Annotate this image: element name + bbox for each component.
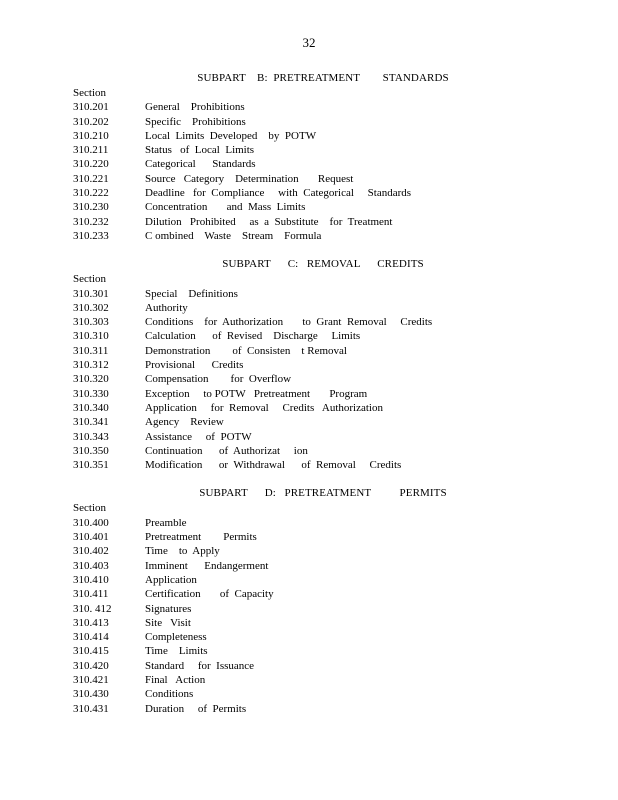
section-number: 310.402 [73, 545, 109, 558]
toc-entry [73, 673, 573, 687]
section-number: 310.414 [73, 631, 109, 644]
section-label: Section [73, 87, 106, 99]
section-title: Modification or Withdrawal of Removal Credits [145, 459, 402, 472]
subpart-d [73, 486, 573, 715]
section-label: Section [73, 502, 106, 515]
toc-entry [73, 687, 573, 701]
section-title: Pretreatment Permits [145, 531, 257, 544]
toc-entry [73, 301, 573, 315]
section-number: 310.312 [73, 359, 109, 372]
toc-entry [73, 401, 573, 415]
section-number: 310.420 [73, 659, 109, 672]
section-number: 310.222 [73, 187, 109, 200]
toc-entry [73, 602, 573, 616]
subpart-b [73, 71, 573, 243]
toc-entry [73, 157, 573, 171]
section-number: 310.401 [73, 531, 109, 544]
section-number: 310.413 [73, 616, 109, 629]
section-title: Demonstration of Consisten t Removal [145, 344, 347, 357]
section-title: Certification of Capacity [145, 588, 274, 601]
toc-entry [73, 387, 573, 401]
page-number: 32 [302, 35, 316, 50]
section-number: 310.201 [73, 101, 109, 114]
section-label: Section [73, 273, 106, 286]
section-number: 310.230 [73, 201, 109, 214]
section-title: Assistance of POTW [145, 430, 252, 443]
section-title: Dilution Prohibited as a Substitute for Treatment [145, 215, 393, 228]
toc-entry [73, 616, 573, 630]
section-number: 310.340 [73, 401, 109, 414]
section-number: 310.421 [73, 673, 109, 686]
toc-entry [73, 587, 573, 601]
section-title: Site Visit [145, 616, 191, 629]
section-title: Exception to POTW Pretreatment Program [145, 387, 368, 400]
section-title: General Prohibitions [145, 101, 245, 114]
section-number: 310.400 [73, 516, 109, 529]
subpart-c [73, 257, 573, 472]
toc-entry [73, 200, 573, 214]
section-title: Conditions [145, 688, 194, 701]
toc-entry [73, 115, 573, 129]
toc-entry [73, 530, 573, 544]
section-title: Time to Apply [145, 545, 220, 558]
table-of-contents [73, 71, 573, 716]
section-number: 310.341 [73, 416, 109, 429]
section-number: 310.303 [73, 316, 109, 329]
section-number: 310.415 [73, 645, 109, 658]
toc-entry [73, 329, 573, 343]
section-number: 310.221 [73, 172, 109, 185]
section-number: 310.330 [73, 387, 109, 400]
toc-entry [73, 287, 573, 301]
subpart-heading: SUBPART C: REMOVAL CREDITS [222, 258, 424, 271]
section-number: 310.202 [73, 115, 109, 128]
section-title: Concentration and Mass Limits [145, 201, 306, 214]
toc-entry [73, 172, 573, 186]
toc-entry [73, 659, 573, 673]
section-number: 310.233 [73, 229, 109, 242]
toc-entry [73, 315, 573, 329]
section-title: Application for Removal Credits Authorization [145, 401, 383, 414]
section-number: 310.211 [73, 144, 109, 157]
section-title: Signatures [145, 602, 192, 615]
toc-entry [73, 458, 573, 472]
section-title: Preamble [145, 516, 187, 529]
section-number: 310.350 [73, 444, 109, 457]
section-title: Provisional Credits [145, 359, 244, 372]
toc-entry [73, 415, 573, 429]
section-title: Authority [145, 301, 188, 314]
section-title: Compensation for Overflow [145, 373, 292, 386]
section-title: Time Limits [145, 645, 208, 658]
toc-entry [73, 186, 573, 200]
section-title: Imminent Endangerment [145, 559, 269, 572]
toc-entry [73, 358, 573, 372]
section-title: Duration of Permits [145, 702, 247, 715]
section-title: Continuation of Authorizat ion [145, 444, 308, 457]
section-title: Status of Local Limits [145, 144, 255, 157]
toc-entry [73, 372, 573, 386]
section-number: 310.351 [73, 459, 109, 472]
subpart-heading: SUBPART D: PRETREATMENT PERMITS [199, 487, 447, 500]
toc-entry [73, 516, 573, 530]
section-title: Conditions for Authorization to Grant Removal Credits [145, 316, 433, 329]
section-title: Local Limits Developed by POTW [145, 129, 317, 142]
section-title: Source Category Determination Request [145, 172, 354, 185]
toc-entry [73, 344, 573, 358]
section-title: Special Definitions [145, 287, 238, 300]
toc-entry [73, 544, 573, 558]
toc-entry [73, 559, 573, 573]
section-number: 310.310 [73, 330, 109, 343]
section-title: Categorical Standards [145, 158, 256, 171]
section-number: 310.403 [73, 559, 109, 572]
toc-entry [73, 702, 573, 716]
toc-entry [73, 129, 573, 143]
section-number: 310.430 [73, 688, 109, 701]
section-title: Deadline for Compliance with Categorical Standards [145, 187, 412, 200]
section-number: 310.311 [73, 344, 109, 357]
section-number: 310.301 [73, 287, 109, 300]
toc-entry [73, 143, 573, 157]
section-number: 310.343 [73, 430, 109, 443]
toc-entry [73, 100, 573, 114]
toc-entry [73, 215, 573, 229]
section-title: Application [145, 573, 197, 586]
section-title: C ombined Waste Stream Formula [145, 229, 322, 242]
section-number: 310.220 [73, 158, 109, 171]
section-title: Specific Prohibitions [145, 115, 246, 128]
subpart-heading: SUBPART B: PRETREATMENT STANDARDS [197, 72, 449, 84]
section-number: 310.232 [73, 215, 109, 228]
section-title: Agency Review [145, 416, 224, 429]
toc-entry [73, 229, 573, 243]
section-number: 310.210 [73, 129, 109, 142]
section-number: 310.410 [73, 573, 109, 586]
section-title: Final Action [145, 673, 206, 686]
section-title: Completeness [145, 631, 207, 644]
toc-entry [73, 630, 573, 644]
section-number: 310.302 [73, 301, 109, 314]
section-number: 310.320 [73, 373, 109, 386]
toc-entry [73, 430, 573, 444]
section-number: 310. 412 [73, 602, 112, 615]
section-title: Standard for Issuance [145, 659, 255, 672]
section-number: 310.431 [73, 702, 109, 715]
section-number: 310.411 [73, 588, 109, 601]
toc-entry [73, 444, 573, 458]
toc-entry [73, 644, 573, 658]
section-title: Calculation of Revised Discharge Limits [145, 330, 361, 343]
toc-entry [73, 573, 573, 587]
